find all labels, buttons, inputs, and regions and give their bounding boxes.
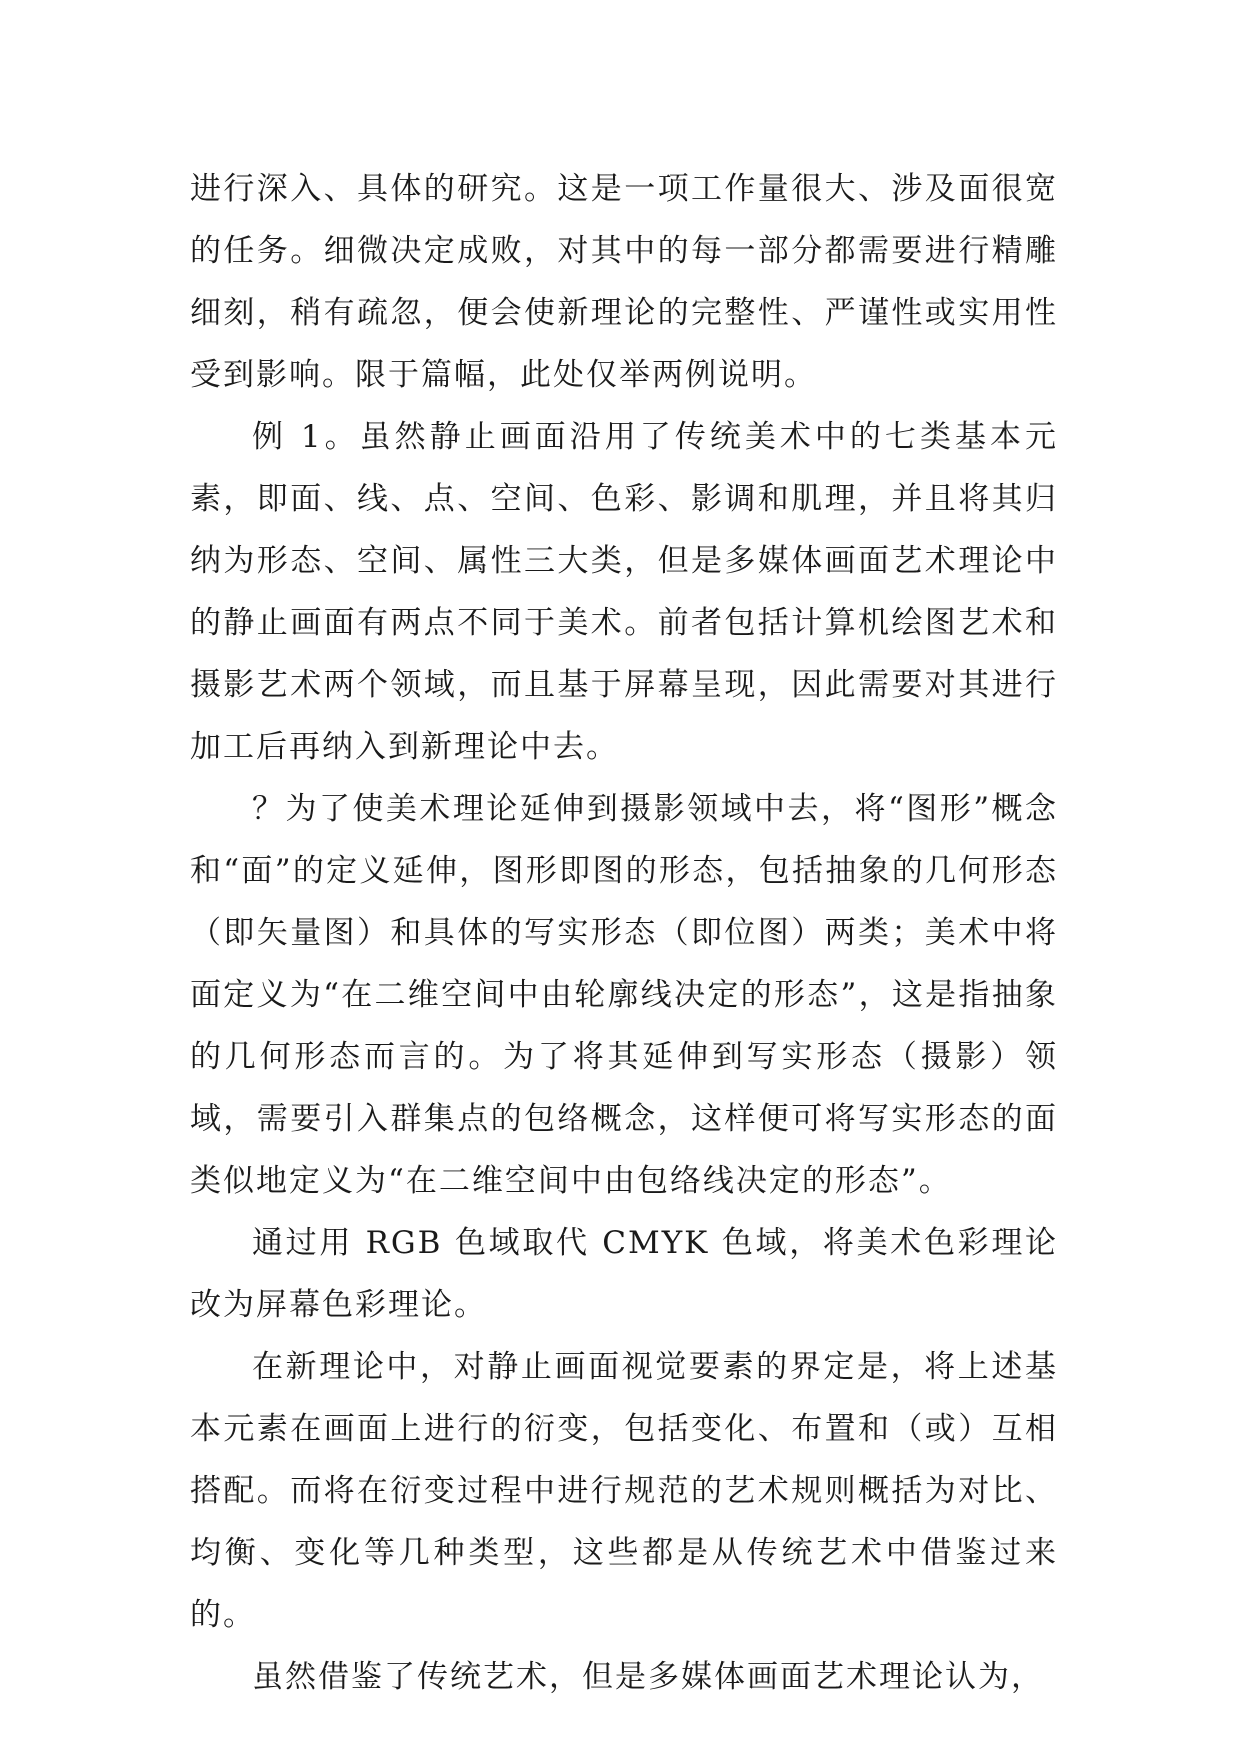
paragraph-color-gamut: 通过用 RGB 色域取代 CMYK 色域，将美术色彩理论改为屏幕色彩理论。 [190, 1225, 1058, 1323]
paragraph-visual-elements: 在新理论中，对静止画面视觉要素的界定是，将上述基本元素在画面上进行的衍变，包括变化、布置和（或）互相搭配。而将在衍变过程中进行规范的艺术规则概括为对比、均衡、变化等几种类型，这些都是从传统艺术中借鉴过来的。 [190, 1349, 1058, 1633]
paragraph-example-1: 例 1。虽然静止画面沿用了传统美术中的七类基本元素，即面、线、点、空间、色彩、影调和肌理，并且将其归纳为形态、空间、属性三大类，但是多媒体画面艺术理论中的静止画面有两点不同于美术。前者包括计算机绘图艺术和摄影艺术两个领域，而且基于屏幕呈现，因此需要对其进行加工后再纳入到新理论中去。 [190, 419, 1058, 765]
paragraph-continuation: 进行深入、具体的研究。这是一项工作量很大、涉及面很宽的任务。细微决定成败，对其中的每一部分都需要进行精雕细刻，稍有疏忽，便会使新理论的完整性、严谨性或实用性受到影响。限于篇幅，此处仅举两例说明。 [190, 171, 1058, 393]
document-page [190, 158, 1058, 1708]
paragraph-traditional-art: 虽然借鉴了传统艺术，但是多媒体画面艺术理论认为， [252, 1659, 1044, 1695]
paragraph-figure-extension: ？为了使美术理论延伸到摄影领域中去，将“图形”概念和“面”的定义延伸，图形即图的形态，包括抽象的几何形态（即矢量图）和具体的写实形态（即位图）两类；美术中将面定义为“在二维空间中由轮廓线决定的形态”，这是指抽象的几何形态而言的。为了将其延伸到写实形态（摄影）领域，需要引入群集点的包络概念，这样便可将写实形态的面类似地定义为“在二维空间中由包络线决定的形态”。 [190, 791, 1058, 1199]
